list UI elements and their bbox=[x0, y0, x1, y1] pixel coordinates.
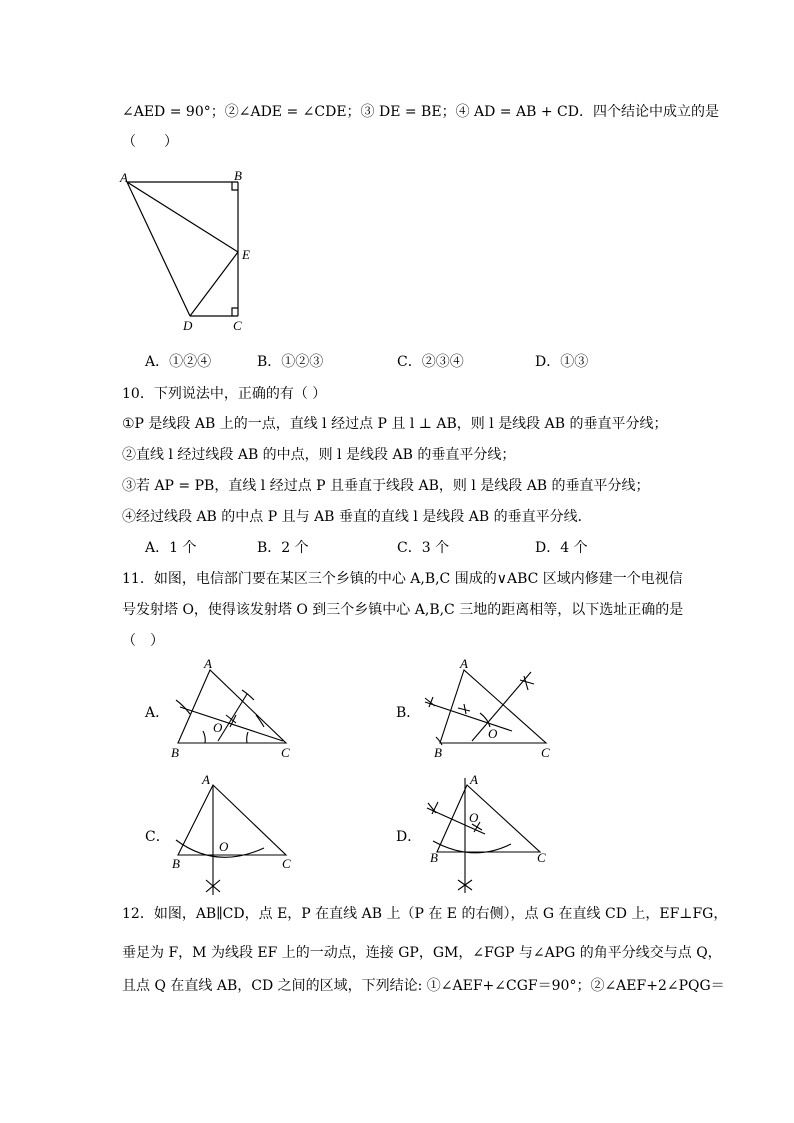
q11b-label-b: B bbox=[434, 745, 442, 760]
q11-text-line-1: 11．如图，电信部门要在某区三个乡镇的中心 A,B,C 围成的∨ABC 区域内修建一个电视信 bbox=[122, 571, 683, 587]
q10-statement-1: ①P 是线段 AB 上的一点，直线 l 经过点 P 且 l ⊥ AB，则 l 是线段 AB 的垂直平分线； bbox=[122, 416, 668, 432]
q11-answer-paren: （ ） bbox=[122, 633, 164, 649]
q9-option-c: C．②③④ bbox=[397, 354, 464, 370]
q9-label-c: C bbox=[233, 318, 242, 333]
q10-option-d: D．4 个 bbox=[535, 540, 588, 556]
q11c-label-c: C bbox=[282, 856, 291, 871]
q9-option-a: A．①②④ bbox=[145, 354, 212, 370]
q11-option-d-label: D． bbox=[396, 829, 422, 845]
q10-statement-2: ②直线 l 经过线段 AB 的中点，则 l 是线段 AB 的垂直平分线； bbox=[122, 447, 516, 463]
q11c-label-b: B bbox=[172, 856, 180, 871]
q11b-label-a: A bbox=[460, 656, 468, 671]
q11a-label-a: A bbox=[204, 656, 212, 671]
q9-label-a: A bbox=[120, 170, 128, 185]
q11a-label-b: B bbox=[171, 745, 179, 760]
q9-label-e: E bbox=[242, 247, 250, 262]
q11-option-c-label: C． bbox=[145, 829, 170, 845]
q11b-label-c: C bbox=[541, 745, 550, 760]
q11-option-b-label: B． bbox=[396, 705, 421, 721]
q11-option-a-label: A． bbox=[145, 705, 170, 721]
q11d-label-a: A bbox=[470, 772, 478, 787]
q11c-label-o: O bbox=[219, 839, 229, 854]
q12-text-line-1: 12．如图，AB∥CD，点 E，P 在直线 AB 上（P 在 E 的右侧），点 G 在直线 CD 上，EF⊥FG， bbox=[122, 906, 728, 922]
q9-option-b: B．①②③ bbox=[257, 354, 324, 370]
q12-text-line-3: 且点 Q 在直线 AB，CD 之间的区域，下列结论: ①∠AEF+∠CGF＝90°；②∠AEF+2∠PQG＝ bbox=[122, 978, 725, 994]
q11-text-line-2: 号发射塔 O，使得该发射塔 O 到三个乡镇中心 A,B,C 三地的距离相等，以下选址正确的是 bbox=[122, 602, 684, 618]
q9-answer-paren: （ ） bbox=[122, 134, 178, 150]
q9-text-line: ∠AED = 90°；②∠ADE = ∠CDE；③ DE = BE；④ AD = AB + CD．四个结论中成立的是 bbox=[122, 104, 719, 120]
q12-text-line-2: 垂足为 F，M 为线段 EF 上的一动点，连接 GP，GM，∠FGP 与∠APG 的角平分线交与点 Q， bbox=[122, 945, 722, 961]
q10-statement-4: ④经过线段 AB 的中点 P 且与 AB 垂直的直线 l 是线段 AB 的垂直平分线． bbox=[122, 509, 592, 525]
q10-option-a: A．1 个 bbox=[145, 540, 197, 556]
q11d-label-o: O bbox=[469, 810, 479, 825]
q11d-label-c: C bbox=[537, 850, 546, 865]
q10-title: 10．下列说法中，正确的有（ ） bbox=[122, 386, 327, 402]
q9-label-b: B bbox=[234, 168, 242, 183]
q11c-label-a: A bbox=[202, 772, 210, 787]
q11a-label-o: O bbox=[213, 720, 223, 735]
q10-option-b: B．2 个 bbox=[257, 540, 309, 556]
q11b-label-o: O bbox=[488, 726, 498, 741]
q9-label-d: D bbox=[183, 318, 193, 333]
q10-option-c: C．3 个 bbox=[397, 540, 450, 556]
q9-option-d: D．①③ bbox=[535, 354, 589, 370]
q10-statement-3: ③若 AP = PB，直线 l 经过点 P 且垂直于线段 AB，则 l 是线段 AB 的垂直平分线； bbox=[122, 478, 650, 494]
q11a-label-c: C bbox=[281, 745, 290, 760]
q11d-label-b: B bbox=[430, 850, 438, 865]
